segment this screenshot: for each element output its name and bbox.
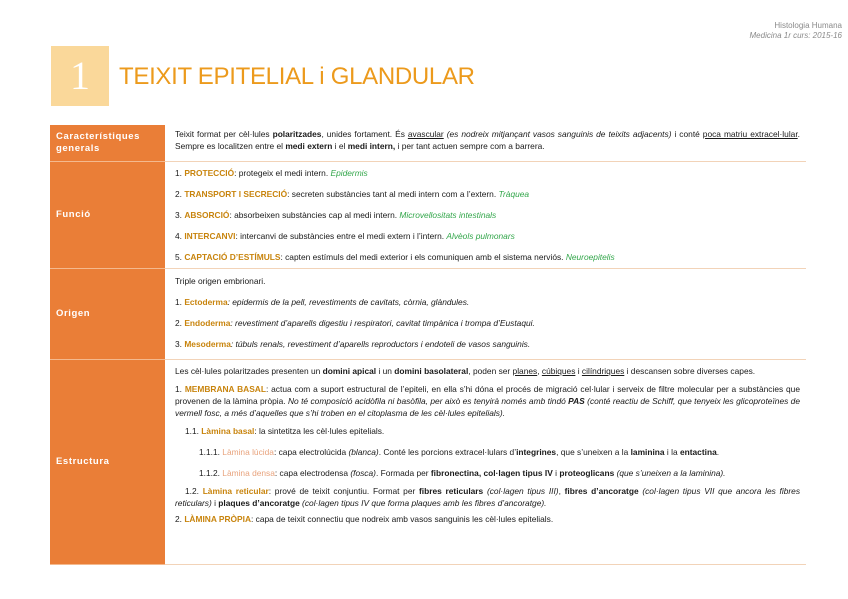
lamina-densa: 1.1.2. Làmina densa: capa electrodensa (fosca). Formada per fibronectina, col·lagen tipus IV i proteoglicans (que s’uneixen a la laminina). [199, 468, 726, 478]
table-row [50, 162, 806, 269]
header-subtitle: Medicina 1r curs: 2015-16 [749, 31, 842, 40]
origen-intro: Triple origen embrionari. [175, 276, 266, 286]
caracteristiques-text: Teixit format per cèl·lules polaritzades, unides fortament. És avascular (es nodreix mitjançant vasos sanguinis de teixits adjacents) i conté poca matriu extracel·lular. Sempre es localitzen entre el medi extern i el medi intern, i per tant actuen sempre com a barrera. [175, 129, 800, 151]
list-item: 3. ABSORCIÓ: absorbeixen substàncies cap al medi intern. Microvellositats intestinals [175, 210, 497, 220]
list-item: 5. CAPTACIÓ D’ESTÍMULS: capten estímuls del medi exterior i els comuniquen amb el sistema nerviós. Neuroepitelis [175, 252, 615, 262]
table-row [50, 269, 806, 360]
estructura-content [165, 360, 806, 565]
list-item: 3. Mesoderma: túbuls renals, revestiment d’aparells reproductors i endoteli de vasos sanguinis. [175, 339, 531, 349]
row-label-origen: Origen [50, 269, 165, 360]
table-row [50, 360, 806, 565]
row-label-funcio: Funció [50, 162, 165, 269]
chapter-title: TEIXIT EPITELIAL i GLANDULAR [119, 63, 475, 90]
list-item: 2. TRANSPORT I SECRECIÓ: secreten substàncies tant al medi intern com a l’extern. Tràquea [175, 189, 530, 199]
table-row [50, 125, 806, 162]
header-course: Histologia Humana [774, 21, 842, 30]
document-header [750, 21, 843, 41]
estructura-intro: Les cèl·lules polaritzades presenten un domini apical i un domini basolateral, poden ser planes, cúbiques i cilíndriques i descansen sobre diverses capes. [175, 366, 756, 376]
list-item: 4. INTERCANVI: intercanvi de substàncies entre el medi extern i l’intern. Alvèols pulmonars [175, 231, 515, 241]
lamina-propia: 2. LÀMINA PRÒPIA: capa de teixit connectiu que nodreix amb vasos sanguinis les cèl·lules epitelials. [175, 514, 554, 524]
list-item: 2. Endoderma: revestiment d’aparells digestiu i respiratori, cavitat timpànica i trompa d’Eustaqui. [175, 318, 535, 328]
membrana-basal: 1. MEMBRANA BASAL: actua com a suport estructural de l’epiteli, en ella s’hi dóna el procés de migració cel·lular i serveix de filtre molecular per a substàncies que provenen de la làmina pròpia. No té composició acidòfila ni basòfila, per això es tenyirà només amb tindó PAS (conté reactiu de Schiff, que tenyeix les glicoproteïnes de vermell fosc, a més d’aquelles que s’hi troben en el citoplasma de les cèl·lules epitelials). [175, 384, 800, 418]
row-label-estructura: Estructura [50, 360, 165, 565]
list-item: 1. Ectoderma: epidermis de la pell, revestiments de cavitats, còrnia, glàndules. [175, 297, 470, 307]
lamina-reticular: 1.2. Làmina reticular: prové de teixit conjuntiu. Format per fibres reticulars (col·lagen tipus III), fibres d’ancoratge (col·lagen tipus VII que ancora les fibres reticulars) i plaques d’ancoratge (col·lagen tipus IV que forma plaques amb les fibres d’ancoratge). [175, 486, 801, 508]
list-item: 1. PROTECCIÓ: protegeix el medi intern. Epidermis [175, 168, 368, 178]
row-label-caracteristiques: Característiques generals [50, 125, 165, 162]
content-table [50, 125, 806, 565]
funcio-content [165, 162, 806, 269]
origen-content [165, 269, 806, 360]
lamina-lucida: 1.1.1. Làmina lúcida: capa electrolúcida (blanca). Conté les porcions extracel·lulars d’integrines, que s’uneixen a la laminina i la entactina. [199, 447, 720, 457]
lamina-basal: 1.1. Làmina basal: la sintetitza les cèl·lules epitelials. [185, 426, 385, 436]
chapter-number: 1 [51, 46, 109, 106]
caracteristiques-content [165, 125, 806, 162]
